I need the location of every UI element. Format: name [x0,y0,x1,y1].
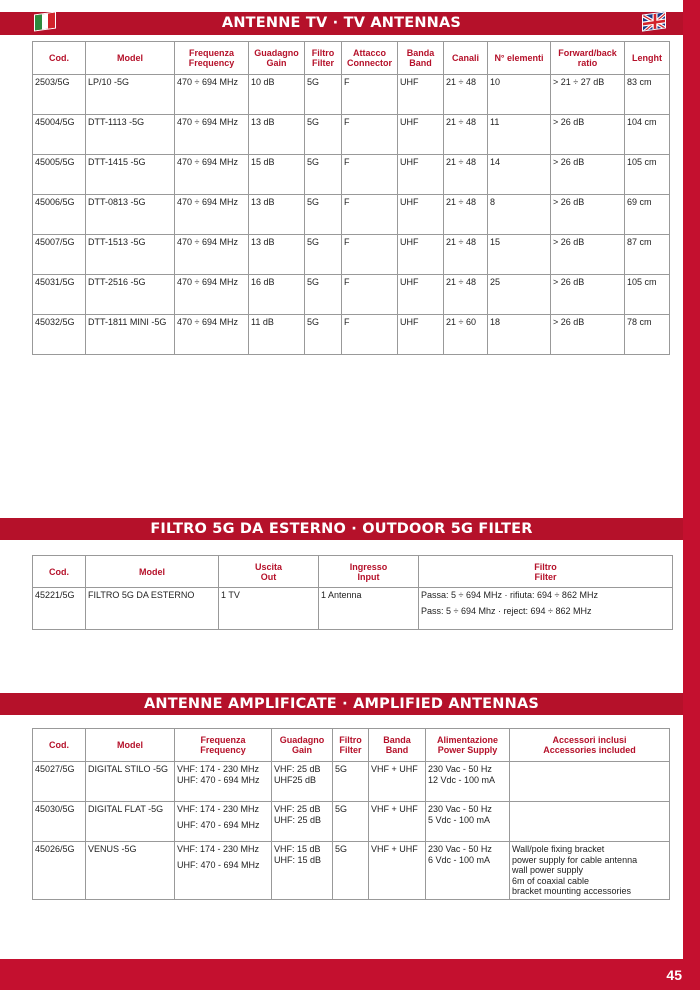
column-header-line: Band [409,58,432,68]
table-header-row [33,729,670,762]
table-cell: 45221/5G [33,588,86,630]
table-cell: UHF [398,75,444,115]
cell-line: 12 Vdc - 100 mA [428,774,496,785]
column-header-line: Cod. [49,566,69,577]
outdoor-filter-table [32,555,673,630]
column-header [510,729,670,762]
table-cell: 10 [488,75,551,115]
column-header-line: Filtro [339,735,362,745]
amplified-antennas-table [32,728,670,900]
column-header [369,729,426,762]
cell-line: Pass: 5 ÷ 694 Mhz · reject: 694 ÷ 862 MHz [421,605,592,616]
table-cell: 105 cm [625,155,670,195]
column-header-line: N° elementi [494,53,544,63]
table-cell: F [342,235,398,275]
table-cell: DTT-2516 -5G [86,275,175,315]
table-cell: FILTRO 5G DA ESTERNO [86,588,219,630]
table-cell: 21 ÷ 48 [444,155,488,195]
table-header-row [33,556,673,588]
column-header-line: Filter [534,571,557,582]
table-cell: 69 cm [625,195,670,235]
table-cell: 45004/5G [33,115,86,155]
table-cell: 18 [488,315,551,355]
table-cell: > 26 dB [551,195,625,235]
cell-line: 230 Vac - 50 Hz [428,804,492,814]
table-cell: UHF [398,275,444,315]
cell-line: 6m of coaxial cable [512,875,590,886]
column-header [398,42,444,75]
table-cell [272,762,333,802]
table-cell: 21 ÷ 48 [444,275,488,315]
section-title-text: FILTRO 5G DA ESTERNO · OUTDOOR 5G FILTER [150,521,533,537]
table-cell: F [342,75,398,115]
section-title-amplified-antennas [0,693,683,715]
table-cell: LP/10 -5G [86,75,175,115]
table-cell: F [342,155,398,195]
column-header-line: Canali [451,53,479,63]
cell-line: UHF: 470 - 694 MHz [177,819,260,830]
cell-line: wall power supply [512,865,584,875]
column-header-line: Filter [311,58,334,68]
column-header-line: Filter [339,745,362,755]
column-header-line: Frequency [200,745,246,755]
table-cell: 21 ÷ 60 [444,315,488,355]
table-cell: 1 TV [219,588,319,630]
table-cell [426,842,510,900]
table-cell [272,802,333,842]
table-cell: 2503/5G [33,75,86,115]
table-cell [175,802,272,842]
table-cell [175,762,272,802]
column-header-line: Forward/back [558,48,617,58]
column-header-line: Gain [266,58,287,68]
table-cell: 13 dB [249,235,305,275]
column-header-line: Ingresso [349,561,388,572]
column-header [175,729,272,762]
column-header [333,729,369,762]
table-cell: F [342,115,398,155]
table-row [33,75,670,115]
column-header [488,42,551,75]
column-header [444,42,488,75]
table-cell: > 26 dB [551,235,625,275]
cell-line: 6 Vdc - 100 mA [428,854,491,865]
table-cell: > 26 dB [551,115,625,155]
table-cell: DIGITAL STILO -5G [86,762,175,802]
table-cell [426,802,510,842]
table-cell: 45032/5G [33,315,86,355]
column-header-line: Lenght [632,53,662,63]
table-cell: 5G [305,75,342,115]
table-cell: F [342,195,398,235]
column-header-line: Cod. [49,740,69,750]
table-cell: > 26 dB [551,155,625,195]
table-cell: 45006/5G [33,195,86,235]
table-cell: F [342,275,398,315]
table-cell [272,842,333,900]
table-cell: 45026/5G [33,842,86,900]
column-header-line: Filtro [534,561,557,572]
cell-line: VHF: 15 dB [274,844,321,854]
column-header [551,42,625,75]
table-cell: 14 [488,155,551,195]
column-header-line: Banda [406,48,435,58]
column-header-line: Filtro [311,48,335,58]
table-cell: 5G [333,762,369,802]
table-row [33,588,673,630]
table-cell: UHF [398,315,444,355]
column-header-line: Cod. [49,53,69,63]
table-cell: 21 ÷ 48 [444,115,488,155]
cell-line: Passa: 5 ÷ 694 MHz · rifiuta: 694 ÷ 862 MHz [421,590,598,600]
table-cell: 45030/5G [33,802,86,842]
table-cell: 13 dB [249,115,305,155]
table-row [33,842,670,900]
column-header-line: Gain [291,745,312,755]
section-title-tv-antennas [0,12,683,35]
section-title-text: ANTENNE TV · TV ANTENNAS [221,15,462,31]
table-cell: 104 cm [625,115,670,155]
cell-line: UHF: 470 - 694 MHz [177,859,260,870]
column-header-line: Banda [383,735,411,745]
table-cell: 470 ÷ 694 MHz [175,195,249,235]
table-cell: 15 [488,235,551,275]
tv-antennas-table [32,41,670,355]
table-cell: VHF + UHF [369,802,426,842]
table-cell: UHF [398,235,444,275]
column-header [342,42,398,75]
table-cell: > 26 dB [551,275,625,315]
column-header [249,42,305,75]
table-cell: UHF [398,195,444,235]
table-cell: 78 cm [625,315,670,355]
table-cell: DTT-1513 -5G [86,235,175,275]
cell-line: UHF: 15 dB [274,854,322,865]
column-header [426,729,510,762]
table-cell: 21 ÷ 48 [444,235,488,275]
table-cell: VHF + UHF [369,842,426,900]
footer-bar [0,959,700,990]
table-cell: 8 [488,195,551,235]
table-cell: DIGITAL FLAT -5G [86,802,175,842]
table-cell [510,842,670,900]
column-header-line: Accessories included [543,745,636,755]
table-cell: DTT-0813 -5G [86,195,175,235]
table-header-row [33,42,670,75]
table-cell: 5G [333,842,369,900]
column-header-line: Frequency [188,58,235,68]
column-header-line: Out [260,571,277,582]
table-cell: 5G [305,275,342,315]
cell-line: bracket mounting accessories [512,886,632,896]
table-cell: 470 ÷ 694 MHz [175,115,249,155]
table-cell: 5G [305,155,342,195]
column-header-line: Accessori inclusi [552,735,627,745]
cell-line: VHF: 25 dB [274,804,321,814]
column-header-line: Connector [347,58,392,68]
column-header [86,42,175,75]
table-cell [426,762,510,802]
table-cell: UHF [398,155,444,195]
table-cell: 470 ÷ 694 MHz [175,315,249,355]
table-row [33,195,670,235]
table-cell: VHF + UHF [369,762,426,802]
table-cell: 13 dB [249,195,305,235]
column-header-line: ratio [577,58,598,68]
section-title-text: ANTENNE AMPLIFICATE · AMPLIFIED ANTENNAS [143,696,540,712]
column-header [272,729,333,762]
column-header-line: Guadagno [279,735,325,745]
table-cell: 87 cm [625,235,670,275]
column-header [319,556,419,588]
column-header [33,729,86,762]
table-row [33,315,670,355]
table-cell: 5G [305,115,342,155]
table-cell: 45031/5G [33,275,86,315]
table-cell: 11 dB [249,315,305,355]
column-header [33,42,86,75]
table-row [33,802,670,842]
column-header [219,556,319,588]
table-cell: UHF [398,115,444,155]
table-cell: 470 ÷ 694 MHz [175,235,249,275]
cell-line: VHF: 174 - 230 MHz [177,764,260,774]
table-cell: 10 dB [249,75,305,115]
cell-line: power supply for cable antenna [512,854,638,865]
right-edge-bar [683,0,700,990]
column-header-line: Alimentazione [436,735,498,745]
table-cell: 5G [333,802,369,842]
column-header [86,729,175,762]
table-cell: F [342,315,398,355]
table-cell: DTT-1415 -5G [86,155,175,195]
table-cell [510,802,670,842]
table-cell: 105 cm [625,275,670,315]
table-cell: 45027/5G [33,762,86,802]
table-cell: 11 [488,115,551,155]
cell-line: 230 Vac - 50 Hz [428,844,492,854]
column-header [419,556,673,588]
column-header [175,42,249,75]
table-cell: 1 Antenna [319,588,419,630]
table-cell [419,588,673,630]
table-row [33,155,670,195]
table-cell: 470 ÷ 694 MHz [175,275,249,315]
table-cell: DTT-1113 -5G [86,115,175,155]
table-cell: 5G [305,315,342,355]
table-cell: VENUS -5G [86,842,175,900]
cell-line: UHF: 25 dB [274,814,322,825]
table-cell: > 21 ÷ 27 dB [551,75,625,115]
cell-line: UHF25 dB [274,774,317,785]
column-header-line: Attacco [352,48,386,58]
table-cell [175,842,272,900]
column-header-line: Power Supply [437,745,498,755]
table-cell: 45007/5G [33,235,86,275]
cell-line: VHF: 174 - 230 MHz [177,844,260,854]
column-header [305,42,342,75]
cell-line: 230 Vac - 50 Hz [428,764,492,774]
table-cell: 21 ÷ 48 [444,75,488,115]
table-cell: 470 ÷ 694 MHz [175,75,249,115]
table-row [33,275,670,315]
table-cell: 5G [305,235,342,275]
column-header-line: Guadagno [254,48,299,58]
table-row [33,762,670,802]
table-cell: 5G [305,195,342,235]
column-header [86,556,219,588]
column-header-line: Model [117,53,143,63]
table-cell: 45005/5G [33,155,86,195]
cell-line: UHF: 470 - 694 MHz [177,774,260,785]
italy-flag-icon [34,11,56,31]
section-title-outdoor-filter [0,518,683,540]
table-cell: 470 ÷ 694 MHz [175,155,249,195]
column-header [625,42,670,75]
cell-line: VHF: 174 - 230 MHz [177,804,260,814]
table-cell: 15 dB [249,155,305,195]
column-header-line: Frequenza [188,48,234,58]
page-number: 45 [666,967,682,983]
column-header-line: Model [139,566,165,577]
table-cell: 25 [488,275,551,315]
table-row [33,235,670,275]
table-cell: 83 cm [625,75,670,115]
column-header-line: Model [117,740,143,750]
column-header-line: Frequenza [200,735,246,745]
cell-line: VHF: 25 dB [274,764,321,774]
table-cell: > 26 dB [551,315,625,355]
cell-line: Wall/pole fixing bracket [512,844,605,854]
table-row [33,115,670,155]
uk-flag-icon [642,11,666,31]
table-cell [510,762,670,802]
column-header-line: Input [357,571,380,582]
table-cell: 21 ÷ 48 [444,195,488,235]
table-cell: 16 dB [249,275,305,315]
column-header-line: Uscita [254,561,282,572]
table-cell: DTT-1811 MINI -5G [86,315,175,355]
column-header [33,556,86,588]
cell-line: 5 Vdc - 100 mA [428,814,491,825]
column-header-line: Band [385,745,409,755]
